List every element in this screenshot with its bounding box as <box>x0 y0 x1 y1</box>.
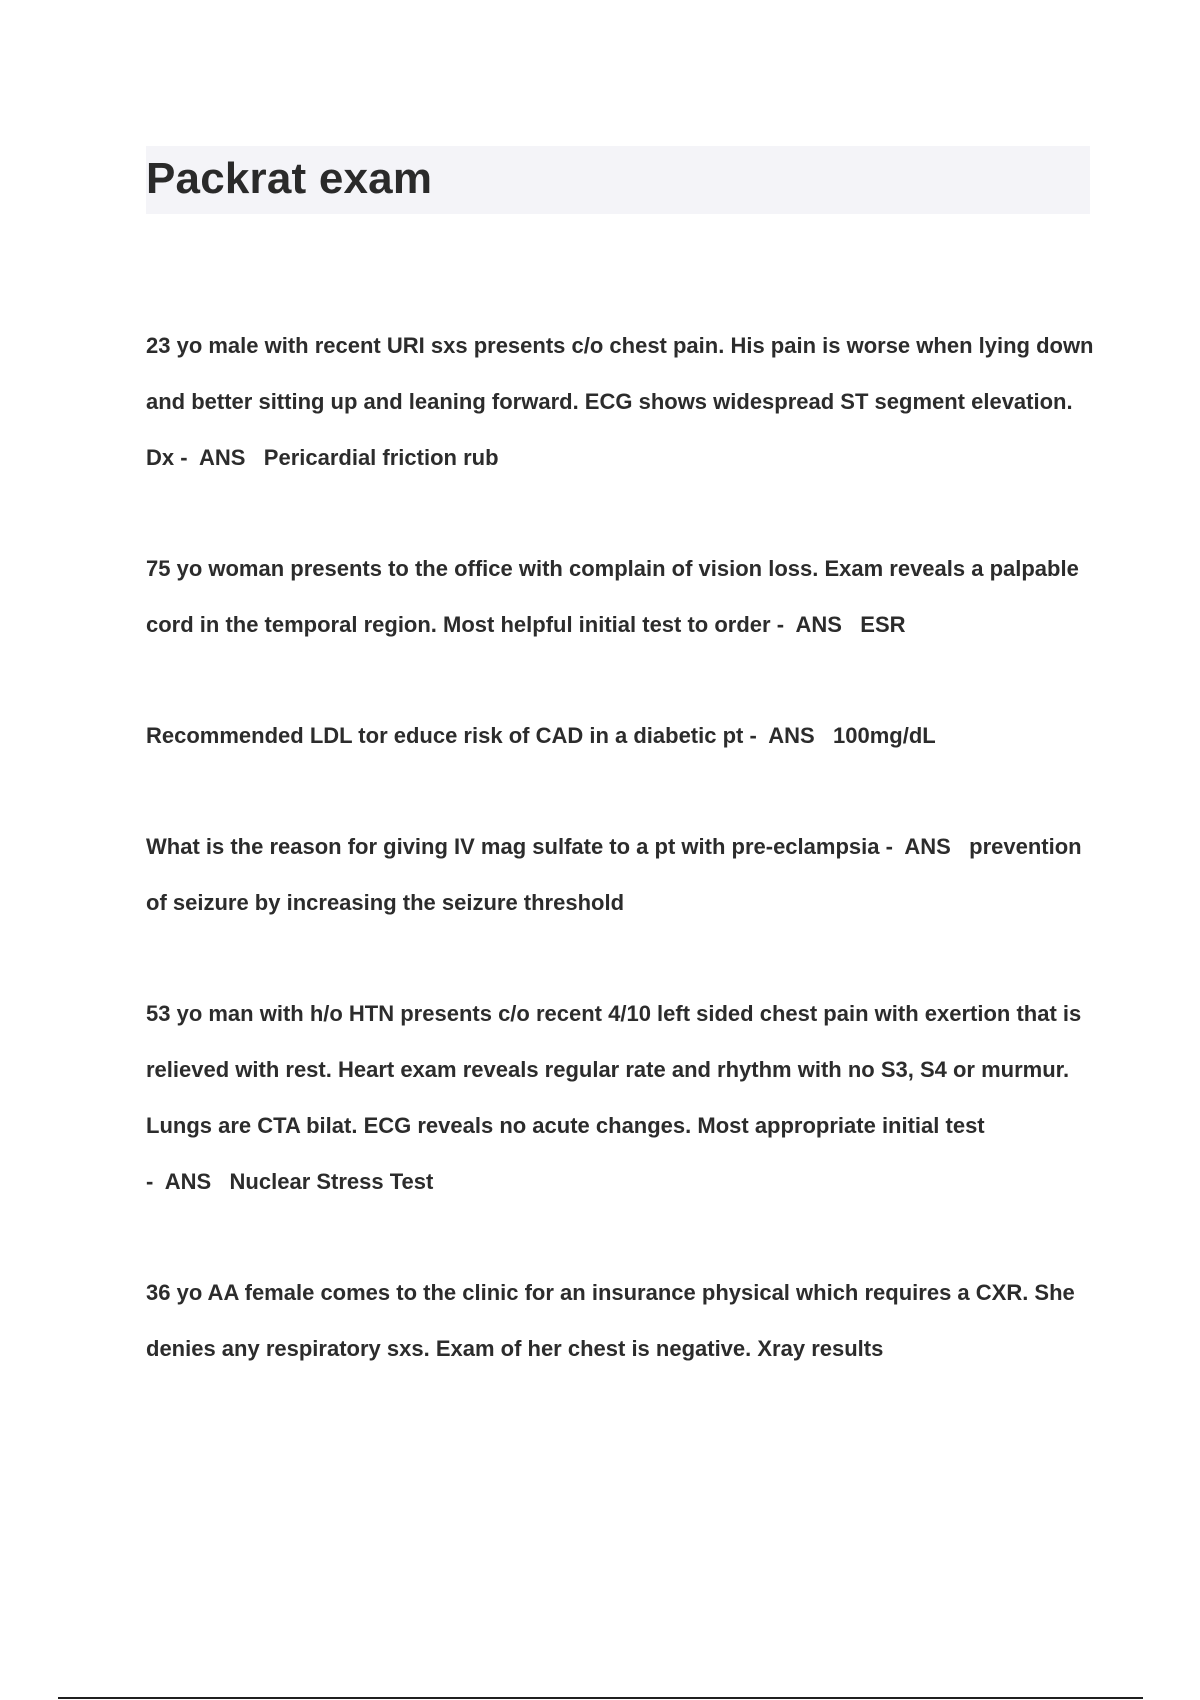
document-title: Packrat exam <box>146 154 433 203</box>
question-text: 23 yo male with recent URI sxs presents c/o chest pain. His pain is worse when lying down and better sitting up and leaning forward. ECG shows widespread ST segment elevation. Dx - <box>146 333 1100 470</box>
question-text: Recommended LDL tor educe risk of CAD in a diabetic pt - <box>146 723 757 748</box>
qa-item <box>146 708 1096 764</box>
ans-label: ANS <box>795 612 842 637</box>
question-text: 53 yo man with h/o HTN presents c/o recent 4/10 left sided chest pain with exertion that is relieved with rest. Heart exam reveals regular rate and rhythm with no S3, S4 or murmur. Lungs are CTA bilat. ECG reveals no acute changes. Most appropriate initial test - <box>146 1001 1088 1194</box>
question-text: 75 yo woman presents to the office with complain of vision loss. Exam reveals a palpable cord in the temporal region. Most helpful initial test to order - <box>146 556 1085 637</box>
qa-item <box>146 1265 1096 1377</box>
question-text: 36 yo AA female comes to the clinic for an insurance physical which requires a CXR. She denies any respiratory sxs. Exam of her chest is negative. Xray results <box>146 1280 1081 1361</box>
ans-label: ANS <box>904 834 951 859</box>
answer-text: Pericardial friction rub <box>263 445 499 470</box>
question-text: What is the reason for giving IV mag sulfate to a pt with pre-eclampsia - <box>146 834 893 859</box>
ans-label: ANS <box>768 723 815 748</box>
answer-text: Nuclear Stress Test <box>229 1169 434 1194</box>
qa-item <box>146 541 1096 653</box>
ans-label: ANS <box>164 1169 212 1194</box>
qa-list <box>146 318 1100 1432</box>
qa-item <box>146 986 1096 1210</box>
qa-item <box>146 819 1096 931</box>
qa-item <box>146 318 1100 486</box>
title-banner <box>146 146 1090 214</box>
footer-divider <box>58 1697 1143 1699</box>
answer-text: ESR <box>860 612 906 637</box>
answer-text: 100mg/dL <box>833 723 936 748</box>
ans-label: ANS <box>198 445 246 470</box>
answer-text: prevention of seizure by increasing the seizure threshold <box>146 834 1088 915</box>
